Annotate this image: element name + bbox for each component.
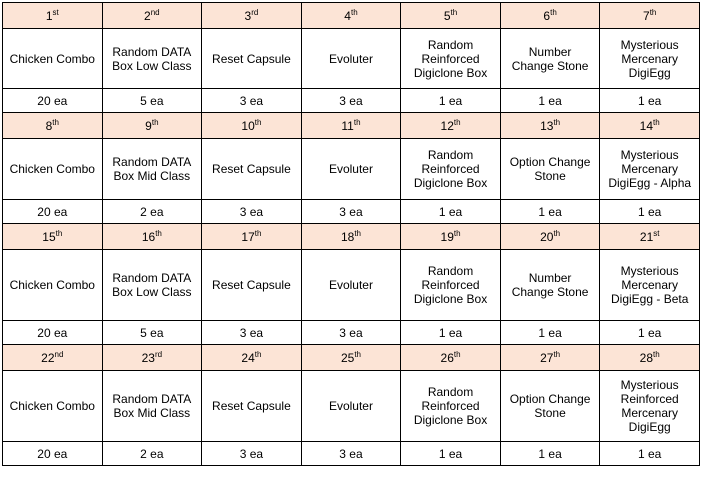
day-ordinal-suffix: th <box>155 228 162 238</box>
reward-item-cell <box>3 250 103 321</box>
day-ordinal-suffix: th <box>151 117 159 127</box>
day-cell <box>600 113 700 139</box>
reward-item-name: Option Change Stone <box>509 392 591 420</box>
day-ordinal-suffix: th <box>550 7 557 17</box>
reward-quantity-cell: 3 ea <box>202 89 302 113</box>
day-number: 1 <box>45 8 53 23</box>
reward-item-cell <box>202 250 302 321</box>
day-number: 25 <box>340 350 355 365</box>
day-cell <box>102 224 202 250</box>
day-cell <box>102 345 202 371</box>
reward-quantity-cell: 3 ea <box>301 442 401 466</box>
reward-item-name: Number Change Stone <box>511 271 589 299</box>
day-cell <box>500 224 600 250</box>
day-number: 27 <box>540 350 554 365</box>
reward-item-name: Random Reinforced Digiclone Box <box>413 148 488 190</box>
day-number: 7 <box>643 8 650 23</box>
reward-item-cell <box>202 139 302 200</box>
reward-item-name: Chicken Combo <box>9 278 95 292</box>
day-ordinal-suffix: nd <box>54 349 64 359</box>
day-ordinal-suffix: th <box>649 7 657 17</box>
attendance-reward-table <box>2 2 700 466</box>
reward-item-row <box>3 29 700 89</box>
day-cell <box>600 224 700 250</box>
day-cell <box>202 345 302 371</box>
day-ordinal-suffix: th <box>354 349 361 359</box>
reward-quantity-cell: 3 ea <box>202 442 302 466</box>
reward-quantity-cell: 1 ea <box>401 442 501 466</box>
reward-item-cell <box>401 250 501 321</box>
reward-quantity-cell: 3 ea <box>301 200 401 224</box>
reward-item-cell <box>500 29 600 89</box>
reward-item-name: Mysterious Mercenary DigiEgg <box>620 37 679 80</box>
day-cell <box>600 345 700 371</box>
day-number: 17 <box>241 229 255 244</box>
reward-item-name: Number Change Stone <box>511 44 589 73</box>
reward-item-cell <box>500 139 600 200</box>
reward-quantity-row <box>3 442 700 466</box>
reward-quantity-cell: 1 ea <box>600 200 700 224</box>
reward-item-cell <box>401 139 501 200</box>
reward-quantity-cell: 20 ea <box>3 442 103 466</box>
reward-quantity-cell: 20 ea <box>3 200 103 224</box>
day-cell <box>202 113 302 139</box>
day-number: 12 <box>440 118 454 133</box>
day-number: 19 <box>440 229 454 244</box>
reward-item-name: Evoluter <box>328 278 373 292</box>
reward-quantity-cell: 1 ea <box>500 200 600 224</box>
reward-item-cell <box>500 250 600 321</box>
day-ordinal-suffix: nd <box>150 7 160 17</box>
reward-quantity-cell: 5 ea <box>102 321 202 345</box>
reward-quantity-cell: 1 ea <box>401 89 501 113</box>
day-number: 15 <box>42 229 56 244</box>
reward-item-cell <box>600 371 700 442</box>
day-number: 26 <box>440 350 454 365</box>
day-ordinal-suffix: th <box>653 349 660 359</box>
day-cell <box>401 113 501 139</box>
reward-item-cell <box>3 29 103 89</box>
day-cell <box>500 3 600 29</box>
reward-quantity-cell: 20 ea <box>3 321 103 345</box>
day-number: 21 <box>639 229 654 244</box>
day-cell <box>3 345 103 371</box>
reward-item-name: Mysterious Mercenary DigiEgg - Alpha <box>608 148 692 190</box>
day-cell <box>102 3 202 29</box>
reward-item-name: Random Reinforced Digiclone Box <box>413 385 488 427</box>
day-ordinal-suffix: th <box>254 228 262 238</box>
reward-item-cell <box>3 139 103 200</box>
reward-quantity-cell: 1 ea <box>401 321 501 345</box>
day-cell <box>301 345 401 371</box>
reward-item-cell <box>102 371 202 442</box>
reward-quantity-cell: 1 ea <box>600 89 700 113</box>
day-cell <box>301 113 401 139</box>
reward-item-cell <box>401 371 501 442</box>
day-cell <box>3 113 103 139</box>
reward-item-row <box>3 139 700 200</box>
day-ordinal-suffix: st <box>52 7 59 17</box>
reward-quantity-cell: 1 ea <box>500 442 600 466</box>
day-number: 24 <box>241 350 255 365</box>
day-ordinal-suffix: th <box>453 349 461 359</box>
reward-quantity-cell: 3 ea <box>301 89 401 113</box>
day-number: 16 <box>141 229 156 244</box>
day-cell <box>301 3 401 29</box>
day-header-row <box>3 3 700 29</box>
day-ordinal-suffix: th <box>254 117 262 127</box>
day-cell <box>401 345 501 371</box>
day-ordinal-suffix: th <box>353 117 361 127</box>
day-ordinal-suffix: th <box>553 349 561 359</box>
day-cell <box>3 224 103 250</box>
reward-quantity-cell: 3 ea <box>301 321 401 345</box>
reward-item-cell <box>3 371 103 442</box>
day-number: 3 <box>244 8 252 23</box>
reward-item-name: Evoluter <box>328 51 373 66</box>
day-cell <box>3 3 103 29</box>
reward-quantity-cell: 1 ea <box>500 321 600 345</box>
reward-item-name: Reset Capsule <box>212 399 291 413</box>
reward-quantity-cell: 1 ea <box>600 321 700 345</box>
reward-item-cell <box>301 29 401 89</box>
reward-item-name: Random Reinforced Digiclone Box <box>413 37 488 80</box>
day-ordinal-suffix: th <box>453 117 461 127</box>
day-number: 5 <box>443 8 451 23</box>
reward-item-row <box>3 250 700 321</box>
reward-item-name: Random DATA Box Low Class <box>112 44 192 73</box>
reward-item-name: Option Change Stone <box>509 155 591 183</box>
reward-item-cell <box>600 250 700 321</box>
reward-item-cell <box>102 139 202 200</box>
day-number: 8 <box>45 118 53 133</box>
day-ordinal-suffix: th <box>254 349 262 359</box>
reward-quantity-cell: 20 ea <box>3 89 103 113</box>
day-cell <box>401 224 501 250</box>
day-number: 10 <box>241 118 255 133</box>
reward-item-cell <box>600 29 700 89</box>
reward-item-cell <box>500 371 600 442</box>
reward-item-name: Chicken Combo <box>9 162 95 176</box>
reward-item-name: Evoluter <box>328 162 373 176</box>
day-ordinal-suffix: st <box>653 228 660 238</box>
day-number: 2 <box>144 8 151 23</box>
reward-item-cell <box>102 250 202 321</box>
day-ordinal-suffix: rd <box>251 7 259 17</box>
reward-item-name: Mysterious Mercenary DigiEgg - Beta <box>611 264 689 306</box>
day-number: 23 <box>141 350 155 365</box>
day-cell <box>500 345 600 371</box>
day-ordinal-suffix: th <box>553 228 561 238</box>
reward-quantity-cell: 1 ea <box>401 200 501 224</box>
reward-quantity-cell: 2 ea <box>102 200 202 224</box>
day-header-row <box>3 224 700 250</box>
reward-quantity-cell: 1 ea <box>600 442 700 466</box>
reward-item-name: Reset Capsule <box>212 278 291 292</box>
day-ordinal-suffix: th <box>354 228 361 238</box>
reward-quantity-cell: 2 ea <box>102 442 202 466</box>
reward-quantity-cell: 3 ea <box>202 200 302 224</box>
day-ordinal-suffix: th <box>653 117 660 127</box>
reward-item-name: Random Reinforced Digiclone Box <box>413 264 488 306</box>
reward-item-row <box>3 371 700 442</box>
reward-item-cell <box>401 29 501 89</box>
reward-quantity-cell: 5 ea <box>102 89 202 113</box>
day-cell <box>500 113 600 139</box>
reward-item-name: Chicken Combo <box>9 51 95 66</box>
reward-item-cell <box>301 371 401 442</box>
day-ordinal-suffix: th <box>453 228 461 238</box>
reward-item-cell <box>600 139 700 200</box>
day-header-row <box>3 345 700 371</box>
day-number: 18 <box>340 229 355 244</box>
reward-item-name: Evoluter <box>328 399 373 413</box>
reward-table-body <box>3 3 700 466</box>
reward-item-cell <box>301 139 401 200</box>
day-number: 6 <box>543 8 551 23</box>
reward-quantity-row <box>3 200 700 224</box>
day-ordinal-suffix: th <box>350 7 358 17</box>
day-number: 4 <box>344 8 351 23</box>
reward-item-name: Chicken Combo <box>9 399 95 413</box>
day-number: 11 <box>341 118 354 133</box>
reward-quantity-cell: 3 ea <box>202 321 302 345</box>
reward-item-name: Reset Capsule <box>212 162 291 176</box>
reward-item-cell <box>102 29 202 89</box>
day-header-row <box>3 113 700 139</box>
day-number: 22 <box>41 350 55 365</box>
day-ordinal-suffix: th <box>553 117 561 127</box>
day-ordinal-suffix: th <box>52 117 59 127</box>
reward-item-cell <box>202 29 302 89</box>
reward-item-name: Reset Capsule <box>212 51 291 66</box>
day-cell <box>202 224 302 250</box>
day-cell <box>202 3 302 29</box>
day-cell <box>600 3 700 29</box>
reward-quantity-row <box>3 321 700 345</box>
day-number: 14 <box>639 118 654 133</box>
day-ordinal-suffix: th <box>450 7 458 17</box>
day-cell <box>401 3 501 29</box>
day-cell <box>301 224 401 250</box>
reward-item-cell <box>301 250 401 321</box>
day-ordinal-suffix: rd <box>154 349 163 359</box>
day-number: 20 <box>540 229 554 244</box>
reward-quantity-cell: 1 ea <box>500 89 600 113</box>
day-number: 28 <box>639 350 654 365</box>
day-number: 9 <box>145 118 152 133</box>
reward-item-cell <box>202 371 302 442</box>
reward-item-name: Mysterious Reinforced Mercenary DigiEgg <box>620 378 679 434</box>
day-cell <box>102 113 202 139</box>
reward-item-name: Random DATA Box Mid Class <box>112 155 192 183</box>
reward-item-name: Random DATA Box Mid Class <box>112 392 192 420</box>
day-ordinal-suffix: th <box>55 228 63 238</box>
reward-item-name: Random DATA Box Low Class <box>112 271 192 299</box>
day-number: 13 <box>540 118 554 133</box>
reward-quantity-row <box>3 89 700 113</box>
